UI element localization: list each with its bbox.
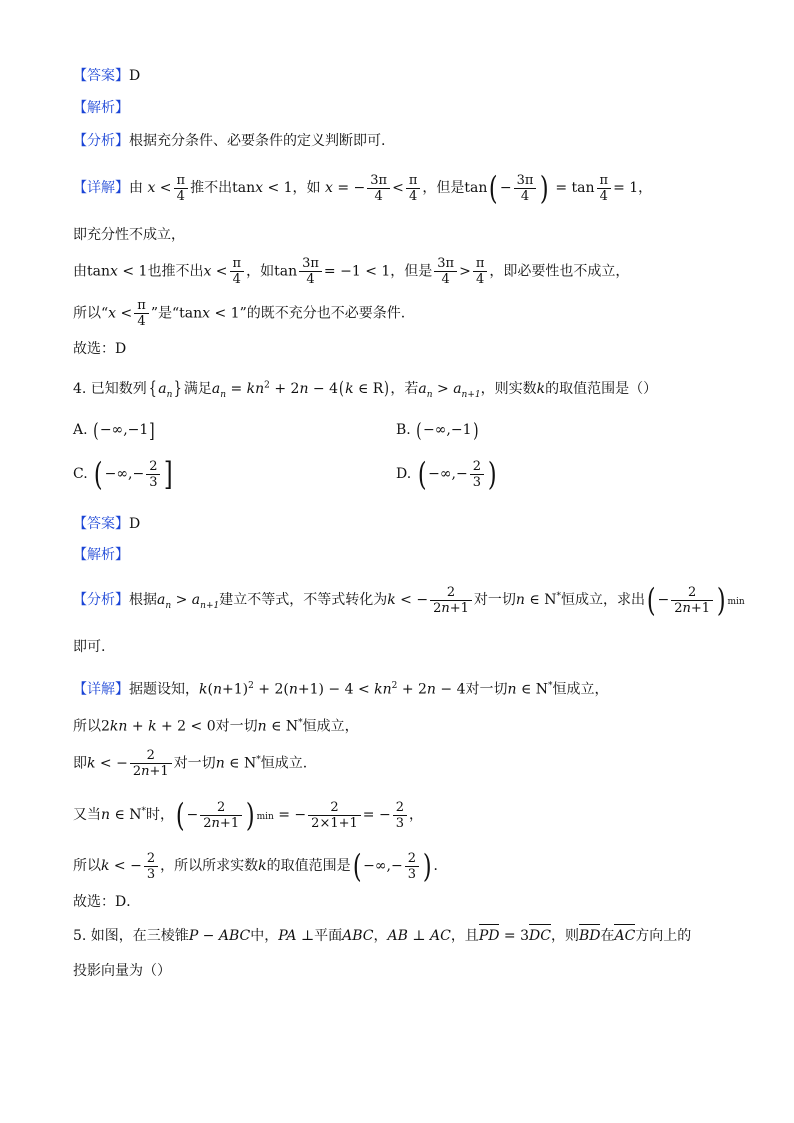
text-seg: ，即必要性也不成立， [489,263,630,280]
math-fraction: $\frac{3\pi}{4}$ [299,256,322,287]
xiangjie-line-3-q4: 即k < − $\frac{2}{2n+1}$ 对一切n ∈ N*恒成立. [73,748,308,779]
text-seg: 恒成立， [302,718,359,735]
text-seg: 4. 已知数列 [73,381,147,397]
answer-tag: 【答案】 [73,68,129,84]
conclusion-q4: 故选：D． [73,894,141,910]
math-fraction: $\frac{\pi}{4}$ [406,173,421,204]
text-seg: ，如 [246,263,275,280]
math-fraction: $\frac{\pi}{4}$ [230,256,245,287]
option-label: B. [396,422,411,438]
text-seg: ，所以所求实数 [160,858,259,874]
text-seg: 恒成立，求出 [560,592,645,608]
text-seg: 中， [250,928,279,944]
text-seg: 对一切 [215,718,258,735]
fenxi-line-q3 [73,131,385,151]
text-seg: 5. 如图，在三棱锥 [73,928,189,944]
question-5-stem-line-1: 5. 如图，在三棱锥P − ABC中，PA ⊥平面ABC，AB ⊥ AC，且PD = 3DC，则BD在AC方向上的 [73,928,692,944]
text-seg: ，但是 [390,263,433,280]
text-seg: 恒成立. [260,755,308,772]
option-b[interactable]: B. (−∞,−1) [396,418,479,442]
text-seg: 方向上的 [635,928,692,944]
text-seg: 由 [73,263,87,280]
analysis-tag: 【解析】 [73,547,129,563]
xiangjie-tag: 【详解】 [73,681,129,698]
math-fraction: $\frac{3\pi}{4}$ [514,173,537,204]
option-label: C. [73,466,88,482]
option-label: D. [396,466,412,482]
text-seg: 的取值范围是 [266,858,351,874]
answer-line-q4 [73,514,140,534]
xiangjie-line-4-q4: 又当n ∈ N*时，( − $\frac{2}{2n+1}$ ) min = − $\frac{2}{2\times 1+1}$ = − $\frac{2}{3}$ ， [73,796,423,834]
text-seg: 满足 [183,381,212,397]
math-fraction: $\frac{\pi}{4}$ [134,298,149,329]
math-fraction: $\frac{3\pi}{4}$ [434,256,457,287]
xiangjie-line-5-q4: 所以k < − $\frac{2}{3}$ ，所以所求实数k的取值范围是( −∞,− $\frac{2}{3}$ ) ． [73,847,448,885]
math-fraction: $\frac{\pi}{4}$ [597,173,612,204]
text-seg: 平面 [314,928,343,944]
text-seg: 即 [73,755,87,772]
text-seg: ，但是 [422,180,465,196]
text-seg: 所以“ [73,305,109,322]
math-fraction: $\frac{\pi}{4}$ [174,173,189,204]
text-seg: 据题设知， [129,681,199,698]
answer-value: D [129,68,141,84]
text-seg: 对一切 [473,592,516,608]
option-d[interactable]: D. ( −∞,− $\frac{2}{3}$ ) [396,455,497,493]
text-seg: 时， [146,807,175,823]
text-seg: ”的既不充分也不必要条件. [239,305,406,322]
fenxi-line-q4: 【分析】根据$a_n > a_{n+1}$建立不等式，不等式转化为k < − $\frac{2}{2n+1}$ 对一切n ∈ N*恒成立，求出( − $\frac{2}{2n+1}$ ) min [73,581,745,619]
xiangjie-line-1-q4: 【详解】据题设知，$k(n+1)^2 + 2(n+1) - 4 < kn^2 + 2n - 4$对一切n ∈ N*恒成立， [73,681,609,698]
fenxi-text: 根据充分条件、必要条件的定义判断即可. [129,133,386,149]
option-label: A. [73,422,88,438]
text-seg: 所以 [73,718,101,735]
text-line: 即可. [73,639,106,655]
question-5-stem-line-2: 投影向量为（） [73,963,171,979]
conclusion-q3: 故选：D [73,341,127,357]
math-fraction: $\frac{\pi}{4}$ [473,256,488,287]
text-seg: 推不出 [190,180,233,196]
option-c[interactable]: C. ( −∞,− $\frac{2}{3}$ ] [73,455,174,493]
text-seg: ，则实数 [480,381,537,397]
text-seg: ， [373,928,388,944]
text-seg: 也推不出 [147,263,204,280]
text-seg: 恒成立， [552,681,609,698]
xiangjie-tag: 【详解】 [73,180,129,196]
math-fraction: $\frac{3\pi}{4}$ [367,173,390,204]
text-seg: 建立不等式，不等式转化为 [219,592,388,608]
text-seg: ，若 [390,381,419,397]
text-seg: ”是“ [150,305,180,322]
text-seg: 根据 [129,592,157,608]
xiangjie-line-1-q3: 【详解】由 x < $\frac{\pi}{4}$ 推不出tanx < 1，如 x = − $\frac{3\pi}{4}$ < $\frac{\pi}{4}$ ，但是tan( − $\frac{3\pi}{4}$ ) = tan $\frac{\pi}{4}$ = 1， [73,169,653,207]
text-seg: 在 [600,928,615,944]
text-seg: 由 [129,180,143,196]
answer-tag: 【答案】 [73,516,129,532]
answer-value: D [129,516,141,532]
option-a[interactable]: A. (−∞,−1] [73,418,155,442]
text-seg: 所以 [73,858,101,874]
text-seg: ，且 [450,928,479,944]
math-var: x [147,180,156,196]
text-seg: ，如 [292,180,321,196]
fenxi-tag: 【分析】 [73,592,129,608]
text-seg: 的取值范围是（） [545,381,658,397]
analysis-tag: 【解析】 [73,100,129,116]
answer-line-q3 [73,66,140,86]
text-seg: 对一切 [173,755,216,772]
text-seg: 对一切 [465,681,508,698]
fenxi-tag: 【分析】 [73,133,129,149]
question-4-stem: 4. 已知数列{ $a_n$} 满足$a_n = kn^2 + 2n - 4(k$ ∈ R)，若$a_n > a_{n+1}$，则实数k的取值范围是（） [73,378,658,400]
text-seg: ，则 [550,928,579,944]
text-seg: 又当 [73,807,101,823]
xiangjie-line-2-q4: 所以2kn + k + 2 < 0对一切n ∈ N*恒成立， [73,718,359,735]
text-line: 即充分性不成立， [73,227,185,243]
xiangjie-line-4-q3: 所以“x < $\frac{\pi}{4}$ ”是“tanx < 1”的既不充分也不必要条件. [73,298,406,329]
xiangjie-line-3-q3: 由tanx < 1也推不出x < $\frac{\pi}{4}$ ，如tan $\frac{3\pi}{4}$ = −1 < 1，但是 $\frac{3\pi}{4}$ > $\frac{\pi}{4}$ ，即必要性也不成立， [73,256,630,287]
